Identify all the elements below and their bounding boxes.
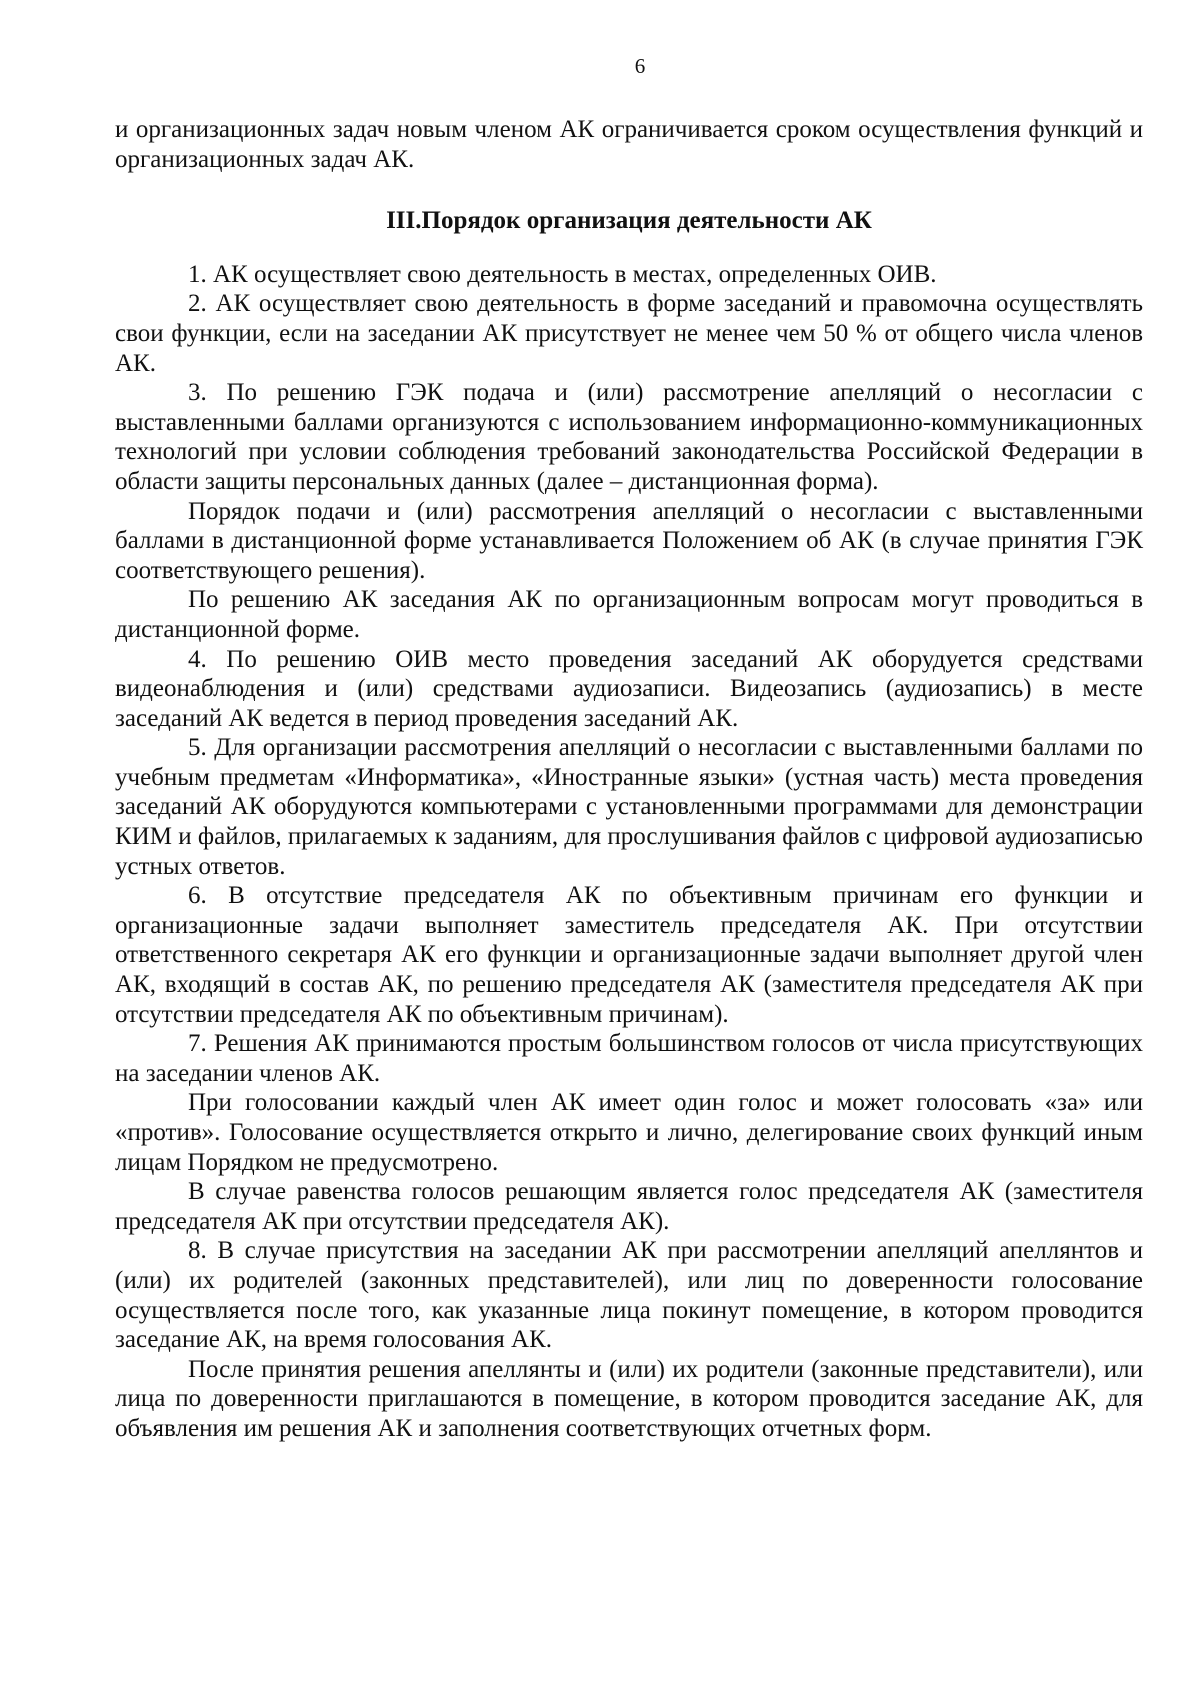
paragraph-item-8: 8. В случае присутствия на заседании АК при рассмотрении апелляций апеллянтов и (или) их родителей (законных представителей), или лиц по доверенности голосование осуществляется после того, как указанные лица покинут помещение, в котором проводится заседание АК, на время голосования АК. <box>115 1237 1143 1354</box>
paragraph-item-1: 1. АК осуществляет свою деятельность в местах, определенных ОИВ. <box>188 260 937 288</box>
paragraph-item-6: 6. В отсутствие председателя АК по объективным причинам его функции и организационные задачи выполняет заместитель председателя АК. При отсутствии ответственного секретаря АК его функции и организационные задачи выполняет другой член АК, входящий в состав АК, по решению председателя АК (заместителя председателя АК при отсутствии председателя АК по объективным причинам). <box>115 882 1143 1028</box>
paragraph-item-3: 3. По решению ГЭК подача и (или) рассмотрение апелляций о несогласии с выставленными баллами организуются с использованием информационно-коммуникационных технологий при условии соблюдения требований законодательства Российской Федерации в области защиты персональных данных (далее – дистанционная форма). <box>115 379 1143 495</box>
paragraph-item-7: 7. Решения АК принимаются простым большинством голосов от числа присутствующих на заседании членов АК. <box>115 1030 1143 1087</box>
paragraph-item-7-tie: В случае равенства голосов решающим является голос председателя АК (заместителя председателя АК при отсутствии председателя АК). <box>115 1178 1143 1235</box>
paragraph-item-3-remote-order: Порядок подачи и (или) рассмотрения апелляций о несогласии с выставленными баллами в дистанционной форме устанавливается Положением об АК (в случае принятия ГЭК соответствующего решения). <box>115 497 1143 584</box>
paragraph-item-7-voting: При голосовании каждый член АК имеет один голос и может голосовать «за» или «против». Голосование осуществляется открыто и лично, делегирование своих функций иным лицам Порядком не предусмотрено. <box>115 1089 1143 1176</box>
page-number: 6 <box>634 54 646 78</box>
section-heading: III.Порядок организация деятельности АК <box>386 207 872 235</box>
paragraph-item-4: 4. По решению ОИВ место проведения заседаний АК оборудуется средствами видеонаблюдения и (или) средствами аудиозаписи. Видеозапись (аудиозапись) в месте заседаний АК ведется в период проведения заседаний АК. <box>115 645 1143 732</box>
paragraph-item-5: 5. Для организации рассмотрения апелляций о несогласии с выставленными баллами по учебным предметам «Информатика», «Иностранные языки» (устная часть) места проведения заседаний АК оборудуются компьютерами с установленными программами для демонстрации КИМ и файлов, прилагаемых к заданиям, для прослушивания файлов с цифровой аудиозаписью устных ответов. <box>115 734 1143 880</box>
paragraph-item-3-remote-meetings: По решению АК заседания АК по организационным вопросам могут проводиться в дистанционной форме. <box>115 586 1143 643</box>
document-body <box>115 115 1143 1444</box>
paragraph-continuation: и организационных задач новым членом АК ограничивается сроком осуществления функций и организационных задач АК. <box>115 116 1143 173</box>
paragraph-item-2: 2. АК осуществляет свою деятельность в форме заседаний и правомочна осуществлять свои функции, если на заседании АК присутствует не менее чем 50 % от общего числа членов АК. <box>115 290 1143 377</box>
paragraph-item-8-after-decision: После принятия решения апеллянты и (или) их родители (законные представители), или лица по доверенности приглашаются в помещение, в котором проводится заседание АК, для объявления им решения АК и заполнения соответствующих отчетных форм. <box>115 1355 1143 1442</box>
